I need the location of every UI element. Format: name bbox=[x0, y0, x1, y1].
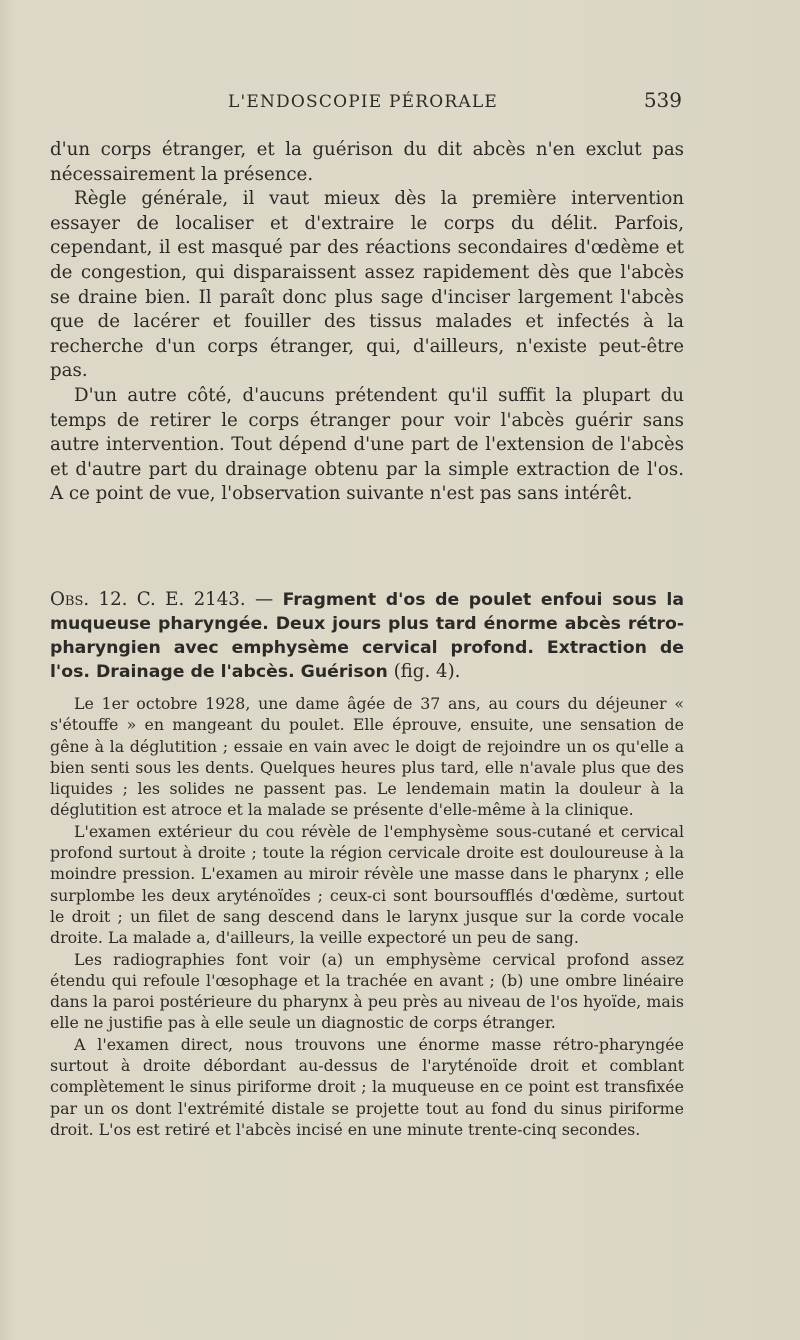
case-paragraph-4: A l'examen direct, nous trouvons une énorme masse rétro-pharyngée surtout à droite débordant au-dessus de l'aryténoïde droit et comblant complètement le sinus piriforme droit ; la muqueuse en ce point est transfixée par un os dont l'extrémité distale se projette tout au fond du sinus piriforme droit. L'os est retiré et l'abcès incisé en une minute trente-cinq secondes. bbox=[50, 1034, 684, 1139]
paragraph-3: D'un autre côté, d'aucuns prétendent qu'il suffit la plupart du temps de retirer le corps étranger pour voir l'abcès guérir sans autre intervention. Tout dépend d'une part de l'extension de l'abcès et d'autre part du drainage obtenu par la simple extraction de l'os. A ce point de vue, l'observation suivante n'est pas sans intérêt. bbox=[50, 384, 684, 505]
figure-reference: (fig. 4). bbox=[393, 661, 461, 682]
case-paragraph-2: L'examen extérieur du cou révèle de l'emphysème sous-cutané et cervical profond surtout à droite ; toute la région cervicale droite est douloureuse à la moindre pression. L'examen au miroir révèle une masse dans le pharynx ; elle surplombe les deux aryténoïdes ; ceux-ci sont boursoufflés d'œdème, surtout le droit ; un filet de sang descend dans le larynx jusque sur la corde vocale droite. La malade a, d'ailleurs, la veille expectoré un peu de sang. bbox=[50, 821, 684, 948]
paragraph-2: Règle générale, il vaut mieux dès la première intervention essayer de localiser et d'extraire le corps du délit. Parfois, cependant, il est masqué par des réactions secondaires d'œdème et de congestion, qui disparaissent assez rapidement dès que l'abcès se draine bien. Il paraît donc plus sage d'inciser largement l'abcès que de lacérer et fouiller des tissus malades et infectés à la recherche d'un corps étranger, qui, d'ailleurs, n'existe peut-être pas. bbox=[50, 188, 684, 382]
running-title: L'ENDOSCOPIE PÉRORALE bbox=[228, 92, 498, 112]
observation-title: Fragment d'os de poulet enfoui sous la muqueuse pharyngée. Deux jours plus tard énorme abcès rétro-pharyngien avec emphysème cervical profond. Extraction de l'os. Drainage de l'abcès. Guérison bbox=[50, 590, 684, 682]
page-number: 539 bbox=[643, 88, 682, 112]
case-paragraph-3: Les radiographies font voir (a) un emphysème cervical profond assez étendu qui refoule l'œsophage et la trachée en avant ; (b) une ombre linéaire dans la paroi postérieure du pharynx à peu près au niveau de l'os hyoïde, mais elle ne justifie pas à elle seule un diagnostic de corps étranger. bbox=[50, 949, 684, 1033]
observation-label: Obs. 12. C. E. 2143. — bbox=[50, 589, 274, 610]
main-text bbox=[50, 138, 684, 507]
paragraph-1: d'un corps étranger, et la guérison du dit abcès n'en exclut pas nécessairement la présence. bbox=[50, 139, 684, 185]
case-report bbox=[50, 693, 684, 1140]
observation-heading bbox=[50, 588, 684, 684]
case-paragraph-1: Le 1er octobre 1928, une dame âgée de 37 ans, au cours du déjeuner « s'étouffe » en mangeant du poulet. Elle éprouve, ensuite, une sensation de gêne à la déglutition ; essaie en vain avec le doigt de rejoindre un os qu'elle a bien senti sous les dents. Quelques heures plus tard, elle n'avale plus que des liquides ; les solides ne passent pas. Le lendemain matin la douleur à la déglutition est atroce et la malade se présente d'elle-même à la clinique. bbox=[50, 694, 684, 820]
page-header bbox=[50, 88, 682, 122]
